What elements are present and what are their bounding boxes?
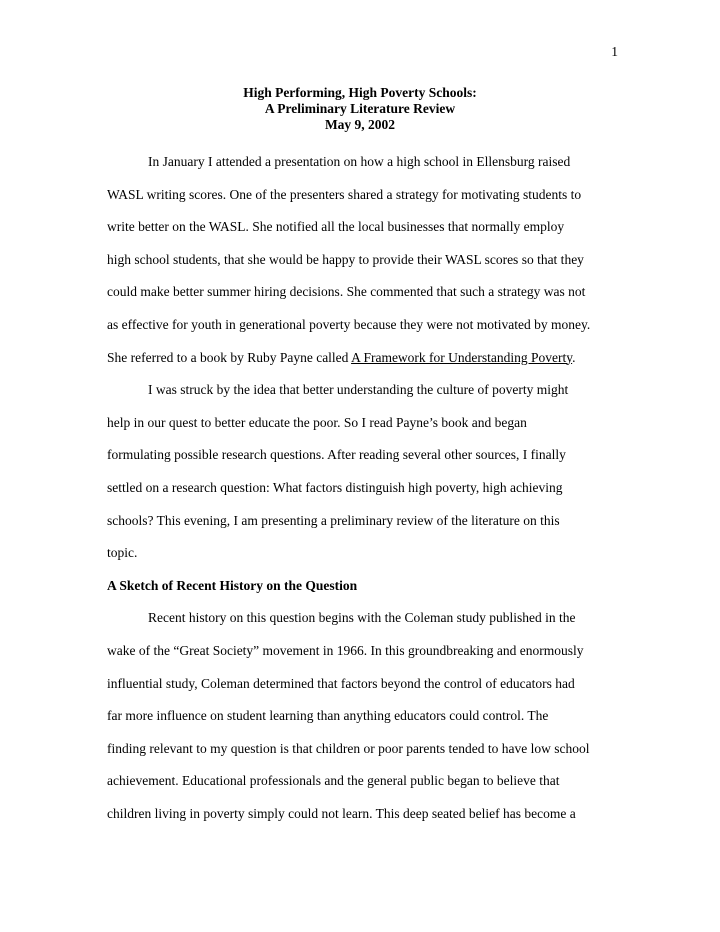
paragraph-line: influential study, Coleman determined that factors beyond the control of educators had [107, 675, 575, 691]
document-body [107, 146, 627, 830]
title-line-2: A Preliminary Literature Review [264, 101, 456, 116]
page-number: 1 [611, 44, 618, 59]
paragraph-1 [107, 146, 627, 374]
paragraph-line: schools? This evening, I am presenting a preliminary review of the literature on this [107, 512, 560, 528]
paragraph-line: far more influence on student learning than anything educators could control. The [107, 708, 549, 724]
book-title: A Framework for Understanding Poverty [351, 349, 573, 365]
line-suffix: . [572, 349, 576, 365]
title-line-1: High Performing, High Poverty Schools: [243, 85, 477, 100]
paragraph-line: children living in poverty simply could not learn. This deep seated belief has become a [107, 805, 576, 821]
paragraph-line: settled on a research question: What factors distinguish high poverty, high achieving [107, 479, 563, 495]
paragraph-line: WASL writing scores. One of the presenters shared a strategy for motivating students to [107, 186, 582, 202]
paragraph-line: topic. [107, 545, 138, 561]
paragraph-line: formulating possible research questions. After reading several other sources, I finally [107, 447, 566, 463]
paragraph-line: as effective for youth in generational poverty because they were not motivated by money. [107, 316, 591, 332]
paragraph-line: help in our quest to better educate the poor. So I read Payne’s book and began [107, 414, 527, 430]
paragraph-line: Recent history on this question begins with the Coleman study published in the [148, 610, 576, 626]
paragraph-line: achievement. Educational professionals and the general public began to believe that [107, 773, 560, 789]
line-prefix: She referred to a book by Ruby Payne called [107, 349, 352, 365]
section-heading: A Sketch of Recent History on the Question [107, 577, 358, 593]
paragraph-line [107, 342, 627, 375]
paragraph-2 [107, 374, 627, 570]
paragraph-line: could make better summer hiring decisions. She commented that such a strategy was not [107, 284, 586, 300]
title-date: May 9, 2002 [324, 117, 396, 132]
document-title [0, 85, 720, 133]
paragraph-line: I was struck by the idea that better understanding the culture of poverty might [148, 382, 569, 398]
paragraph-line: high school students, that she would be happy to provide their WASL scores so that they [107, 251, 584, 267]
paragraph-line: write better on the WASL. She notified all the local businesses that normally employ [107, 219, 565, 235]
paragraph-line: In January I attended a presentation on how a high school in Ellensburg raised [148, 154, 571, 169]
paragraph-line: finding relevant to my question is that children or poor parents tended to have low school [107, 740, 590, 756]
paragraph-3 [107, 602, 627, 830]
paragraph-line: wake of the “Great Society” movement in 1966. In this groundbreaking and enormously [107, 642, 584, 658]
